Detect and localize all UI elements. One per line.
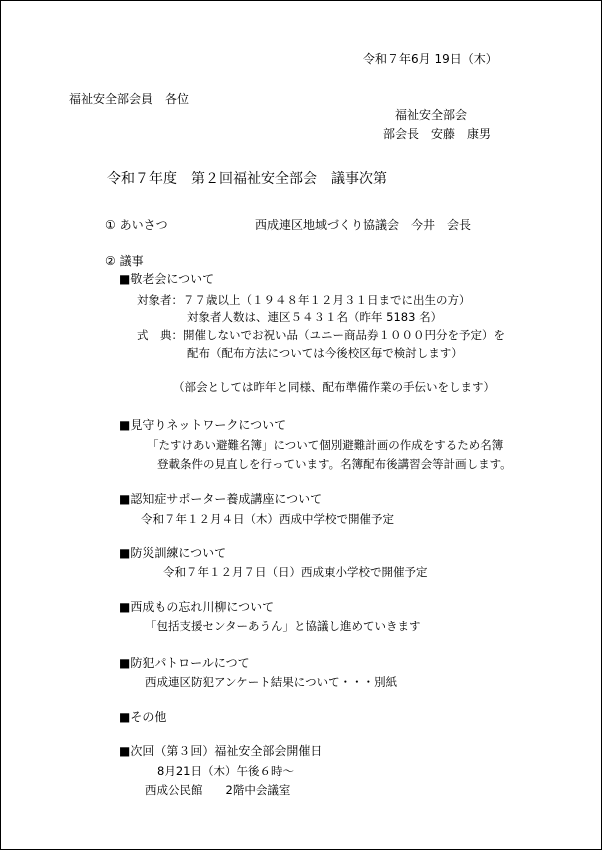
dementia-line-1: 令和７年１２月４日（木）西成中学校で開催予定 — [141, 512, 394, 526]
next-meeting-datetime: 8月21日（木）午後６時～ — [157, 764, 294, 778]
section-heading-patrol: ■防犯パトロールにつて — [119, 656, 250, 670]
senryu-line-1: 「包括支援センターあうん」と協議し進めていきます — [145, 619, 421, 633]
greeting-speaker: 西成連区地域づくり協議会 今井 会長 — [255, 218, 472, 232]
keirokai-ceremony-line: 式 典：開催しないでお祝い品（ユニー商品券１０００円分を予定）を — [137, 328, 505, 342]
sender-org: 福祉安全部会 — [395, 108, 468, 122]
keirokai-note-line: （部会としては昨年と同様、配布準備作業の手伝いをします） — [173, 380, 495, 394]
patrol-line-1: 西成連区防犯アンケート結果について・・・別紙 — [145, 675, 398, 689]
section-heading-drill: ■防災訓練について — [119, 546, 227, 560]
section-heading-dementia: ■認知症サポーター養成講座について — [119, 492, 323, 506]
section-heading-keirokai: ■敬老会について — [119, 272, 215, 286]
agenda-item-proceedings: ② 議事 — [105, 254, 144, 268]
mimamori-line-1: 「たすけあい避難名簿」について個別避難計画の作成をするため名簿 — [147, 438, 504, 452]
mimamori-line-2: 登載条件の見直しを行っています。名簿配布後講習会等計画します。 — [157, 457, 512, 471]
keirokai-target-line: 対象者：７７歳以上（１９４８年１２月３１日までに出生の方） — [137, 293, 471, 307]
section-heading-next-meeting: ■次回（第３回）福祉安全部会開催日 — [119, 744, 323, 758]
keirokai-count-line: 対象者人数は、連区５４３１名（昨年 5183 名） — [187, 310, 443, 324]
document-title: 令和７年度 第２回福祉安全部会 議事次第 — [107, 171, 387, 187]
recipient-line: 福祉安全部会員 各位 — [69, 92, 190, 106]
section-heading-mimamori: ■見守りネットワークについて — [119, 418, 287, 432]
agenda-item-greeting: ① あいさつ — [105, 218, 168, 232]
section-heading-other: ■その他 — [119, 710, 167, 724]
document-date: 令和７年6月 19日（木） — [363, 52, 498, 66]
drill-line-1: 令和７年１２月７日（日）西成東小学校で開催予定 — [163, 565, 428, 579]
keirokai-distribution-line: 配布（配布方法については今後校区毎で検討します） — [187, 346, 463, 360]
next-meeting-venue: 西成公民館 2階中会議室 — [145, 783, 291, 797]
sender-person: 部会長 安藤 康男 — [383, 127, 492, 141]
section-heading-senryu: ■西成もの忘れ川柳について — [119, 600, 275, 614]
